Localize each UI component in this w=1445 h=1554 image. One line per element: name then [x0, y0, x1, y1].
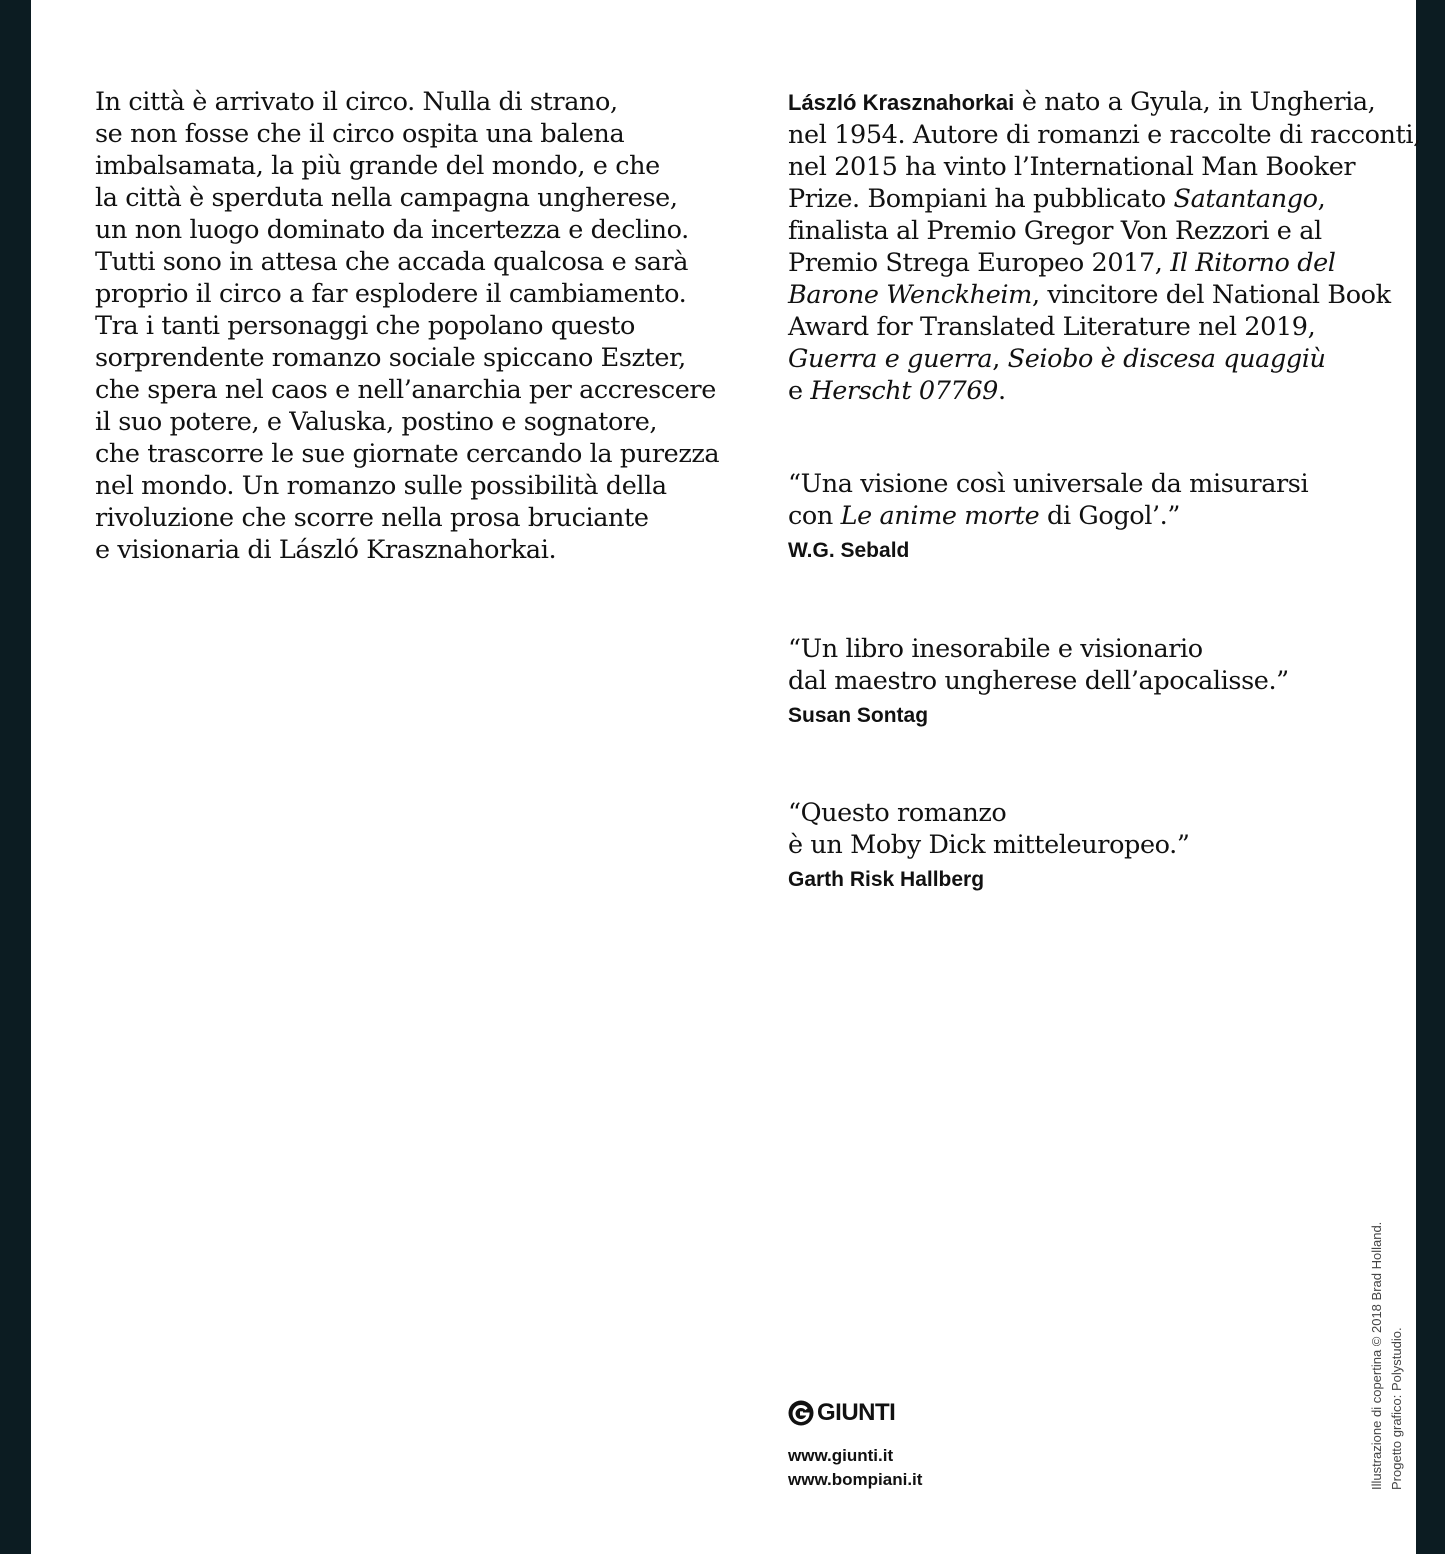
blurb-line: che trascorre le sue giornate cercando la purezza — [95, 439, 720, 469]
giunti-logo-icon — [788, 1400, 814, 1426]
bio-line: Barone Wenckheim, vincitore del National Book — [788, 280, 1391, 310]
blurb-line: rivoluzione che scorre nella prosa bruciante — [95, 503, 649, 533]
blurb-line: imbalsamata, la più grande del mondo, e che — [95, 151, 660, 181]
blurb-line: Tra i tanti personaggi che popolano questo — [95, 311, 635, 341]
author-bio — [788, 86, 1421, 407]
publisher-links — [788, 1444, 922, 1492]
book-title: Il Ritorno del — [1170, 248, 1336, 278]
book-title: Guerra e guerra — [788, 344, 993, 374]
back-cover — [31, 0, 1421, 1554]
blurb-line: nel mondo. Un romanzo sulle possibilità della — [95, 471, 667, 501]
blurb-line: se non fosse che il circo ospita una balena — [95, 119, 625, 149]
bio-line: nel 2015 ha vinto l’International Man Booker — [788, 152, 1356, 182]
quote-author: W.G. Sebald — [788, 539, 910, 562]
blurb-line: proprio il circo a far esplodere il cambiamento. — [95, 279, 687, 309]
blurb-line: e visionaria di László Krasznahorkai. — [95, 535, 557, 565]
book-title: Satantango — [1173, 184, 1318, 214]
bio-line: Guerra e guerra, Seiobo è discesa quaggiù — [788, 344, 1326, 374]
quote-author: Susan Sontag — [788, 704, 929, 727]
logo-text: GIUNTI — [817, 1399, 896, 1426]
website-link[interactable]: www.bompiani.it — [788, 1470, 923, 1489]
bio-line: nel 1954. Autore di romanzi e raccolte di racconti, — [788, 120, 1421, 150]
quote-author: Garth Risk Hallberg — [788, 868, 985, 891]
bio-line: László Krasznahorkai è nato a Gyula, in Ungheria, — [788, 87, 1376, 117]
bio-line: Award for Translated Literature nel 2019, — [788, 312, 1316, 342]
bio-line: Prize. Bompiani ha pubblicato Satantango, — [788, 184, 1326, 214]
book-title: Seiobo è discesa quaggiù — [1007, 344, 1326, 374]
review-quote: “Questo romanzo è un Moby Dick mitteleuropeo.” Garth Risk Hallberg — [788, 797, 1388, 896]
book-title: Herscht 07769 — [810, 376, 998, 406]
bio-line: finalista al Premio Gregor Von Rezzori e al — [788, 216, 1322, 246]
book-title: Le anime morte — [840, 501, 1040, 531]
publisher-logo — [788, 1398, 895, 1428]
book-title: Barone Wenckheim — [788, 280, 1032, 310]
blurb-line: sorprendente romanzo sociale spiccano Eszter, — [95, 343, 686, 373]
website-link[interactable]: www.giunti.it — [788, 1446, 894, 1465]
blurb-line: un non luogo dominato da incertezza e declino. — [95, 215, 689, 245]
blurb-line: il suo potere, e Valuska, postino e sognatore, — [95, 407, 658, 437]
blurb-line: Tutti sono in attesa che accada qualcosa e sarà — [95, 247, 689, 277]
credits — [1367, 1210, 1415, 1490]
bio-line: Premio Strega Europeo 2017, Il Ritorno del — [788, 248, 1336, 278]
review-quote: “Un libro inesorabile e visionario dal maestro ungherese dell’apocalisse.” Susan Sontag — [788, 633, 1388, 732]
blurb-line: la città è sperduta nella campagna ungherese, — [95, 183, 678, 213]
blurb-line: che spera nel caos e nell’anarchia per accrescere — [95, 375, 716, 405]
author-name: László Krasznahorkai — [788, 90, 1015, 115]
blurb — [95, 86, 720, 566]
bio-line: e Herscht 07769. — [788, 376, 1006, 406]
credit-line: Progetto grafico: Polystudio. — [1389, 1327, 1404, 1490]
review-quote: “Una visione così universale da misurarsi con Le anime morte di Gogol’.” W.G. Sebald — [788, 468, 1388, 567]
credit-line: Illustrazione di copertina © 2018 Brad Holland. — [1369, 1221, 1384, 1490]
blurb-line: In città è arrivato il circo. Nulla di strano, — [95, 87, 618, 117]
